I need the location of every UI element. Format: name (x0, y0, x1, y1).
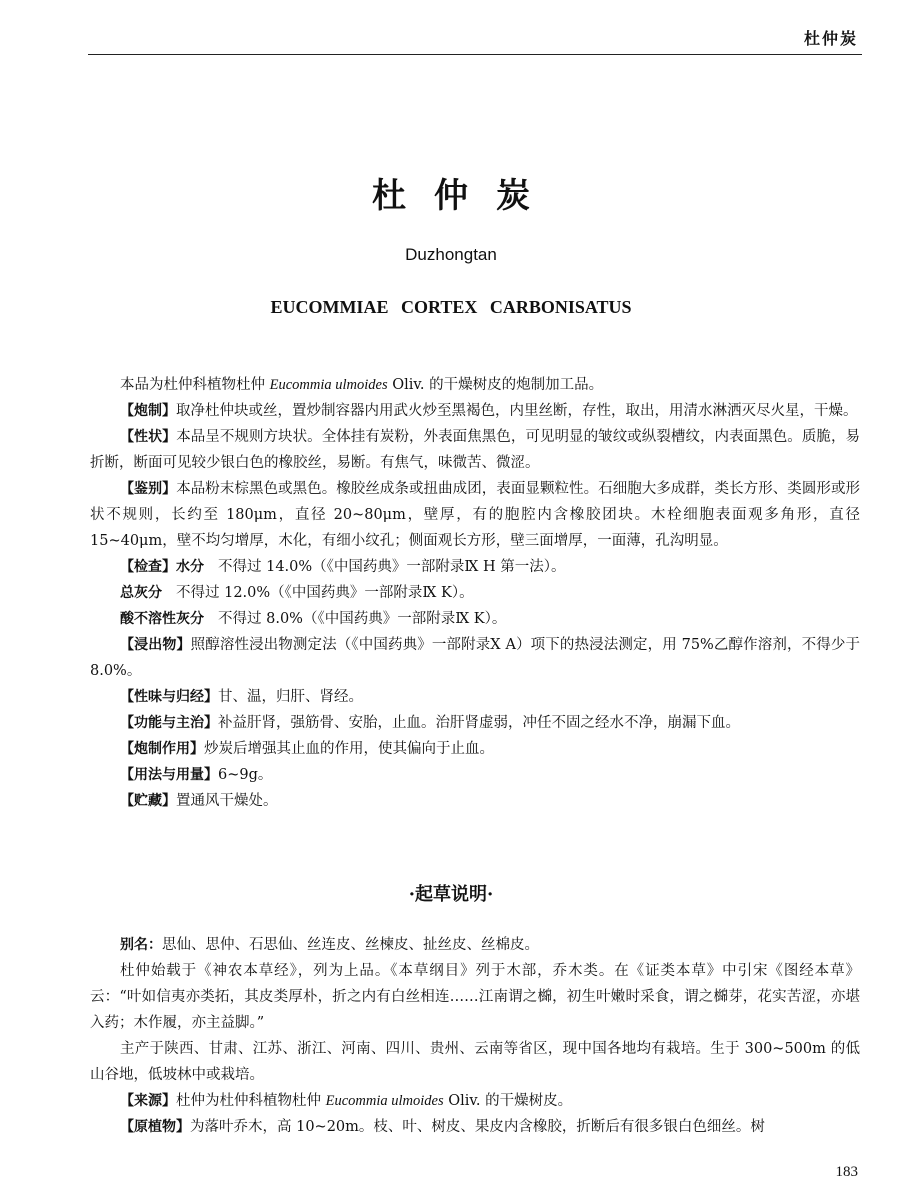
nature-text: 甘、温，归肝、肾经。 (218, 689, 363, 705)
processing-effect-text: 炒炭后增强其止血的作用，使其偏向于止血。 (204, 741, 494, 757)
acid-ash-text: 不得过 8.0%（《中国药典》一部附录Ⅸ K）。 (218, 611, 507, 627)
storage-paragraph (90, 788, 860, 814)
processing-label: 【炮制】 (120, 403, 176, 419)
aliases-text: 思仙、思仲、石思仙、丝连皮、丝楝皮、扯丝皮、丝棉皮。 (162, 937, 539, 953)
source-label: 【来源】 (120, 1093, 176, 1109)
page-number: 183 (835, 1164, 858, 1180)
section-heading: ·起草说明· (408, 884, 494, 905)
source-prefix: 杜仲为杜仲科植物杜仲 (176, 1093, 321, 1109)
dosage-label: 【用法与用量】 (120, 767, 218, 783)
identification-paragraph (90, 476, 860, 554)
source-paragraph (90, 1088, 860, 1114)
species-name: Eucommia ulmoides (269, 377, 388, 393)
pinyin-name: Duzhongtan (405, 245, 497, 264)
extract-text: 照醇溶性浸出物测定法（《中国药典》一部附录Ⅹ A）项下的热浸法测定，用 75%乙醇作溶剂，不得少于 8.0%。 (90, 637, 860, 679)
moisture-text: 不得过 14.0%（《中国药典》一部附录Ⅸ H 第一法）。 (218, 559, 566, 575)
plant-label: 【原植物】 (120, 1119, 190, 1135)
storage-label: 【贮藏】 (120, 793, 176, 809)
total-ash-label: 总灰分 (120, 585, 162, 601)
identification-text: 本品粉末棕黑色或黑色。橡胶丝成条或扭曲成团，表面显颗粒性。石细胞大多成群，类长方形、类圆形或形状不规则，长约至 180μm，直径 20~80μm，壁厚，有的胞腔内含橡胶团块。木栓细胞表面观多角形，直径 15~40μm，壁不均匀增厚，木化，有细小纹孔；侧面观长方形，壁三面增厚，一面薄，孔沟明显。 (90, 481, 860, 549)
moisture-label: 水分 (176, 559, 204, 575)
inspection-total-ash (90, 580, 860, 606)
plant-paragraph (90, 1114, 860, 1140)
extract-paragraph (90, 632, 860, 684)
functions-paragraph (90, 710, 860, 736)
header-rule (88, 54, 862, 55)
nature-paragraph (90, 684, 860, 710)
running-head: 杜仲炭 (803, 29, 858, 48)
latin-name: EUCOMMIAE CORTEX CARBONISATUS (270, 297, 632, 317)
inspection-label: 【检查】 (120, 559, 176, 575)
plant-text: 为落叶乔木，高 10~20m。枝、叶、树皮、果皮内含橡胶，折断后有很多银白色细丝。树 (190, 1119, 765, 1135)
distribution-paragraph: 主产于陕西、甘肃、江苏、浙江、河南、四川、贵州、云南等省区，现中国各地均有栽培。生于 300~500m 的低山谷地，低坡林中或栽培。 (90, 1041, 860, 1083)
description-label: 【性状】 (120, 429, 177, 445)
processing-effect-label: 【炮制作用】 (120, 741, 204, 757)
processing-text: 取净杜仲块或丝，置炒制容器内用武火炒至黑褐色，内里丝断，存性，取出，用清水淋洒灭尽火星，干燥。 (176, 403, 858, 419)
page-title: 杜仲炭 (372, 176, 558, 216)
source-species: Eucommia ulmoides (325, 1093, 444, 1109)
aliases-label: 别名： (120, 937, 162, 953)
storage-text: 置通风干燥处。 (176, 793, 278, 809)
intro-suffix: Oliv. 的干燥树皮的炮制加工品。 (392, 377, 604, 393)
intro-prefix: 本品为杜仲科植物杜仲 (120, 377, 265, 393)
extract-label: 【浸出物】 (120, 637, 191, 653)
inspection-moisture (90, 554, 860, 580)
description-text: 本品呈不规则方块状。全体挂有炭粉，外表面焦黑色，可见明显的皱纹或纵裂槽纹，内表面黑色。质脆，易折断，断面可见较少银白色的橡胶丝，易断。有焦气，味微苦、微涩。 (90, 429, 860, 471)
aliases-paragraph (90, 932, 860, 958)
identification-label: 【鉴别】 (120, 481, 177, 497)
intro-paragraph (90, 372, 860, 398)
processing-effect-paragraph (90, 736, 860, 762)
dosage-text: 6~9g。 (218, 767, 273, 783)
history-paragraph: 杜仲始载于《神农本草经》，列为上品。《本草纲目》列于木部，乔木类。在《证类本草》中引宋《图经本草》云：“叶如信夷亦类拓，其皮类厚朴，折之内有白丝相连……江南谓之檰，初生叶嫩时采食，谓之檰芽，花实苦涩，亦堪入药；木作履，亦主益脚。” (90, 963, 860, 1031)
processing-paragraph (90, 398, 860, 424)
functions-text: 补益肝肾，强筋骨、安胎，止血。治肝肾虚弱，冲任不固之经水不净，崩漏下血。 (218, 715, 740, 731)
nature-label: 【性味与归经】 (120, 689, 218, 705)
source-suffix: Oliv. 的干燥树皮。 (448, 1093, 573, 1109)
monograph-body (90, 372, 860, 814)
description-paragraph (90, 424, 860, 476)
dosage-paragraph (90, 762, 860, 788)
acid-ash-label: 酸不溶性灰分 (120, 611, 204, 627)
functions-label: 【功能与主治】 (120, 715, 218, 731)
drafting-notes (90, 932, 860, 1140)
total-ash-text: 不得过 12.0%（《中国药典》一部附录Ⅸ K）。 (176, 585, 474, 601)
inspection-acid-ash (90, 606, 860, 632)
